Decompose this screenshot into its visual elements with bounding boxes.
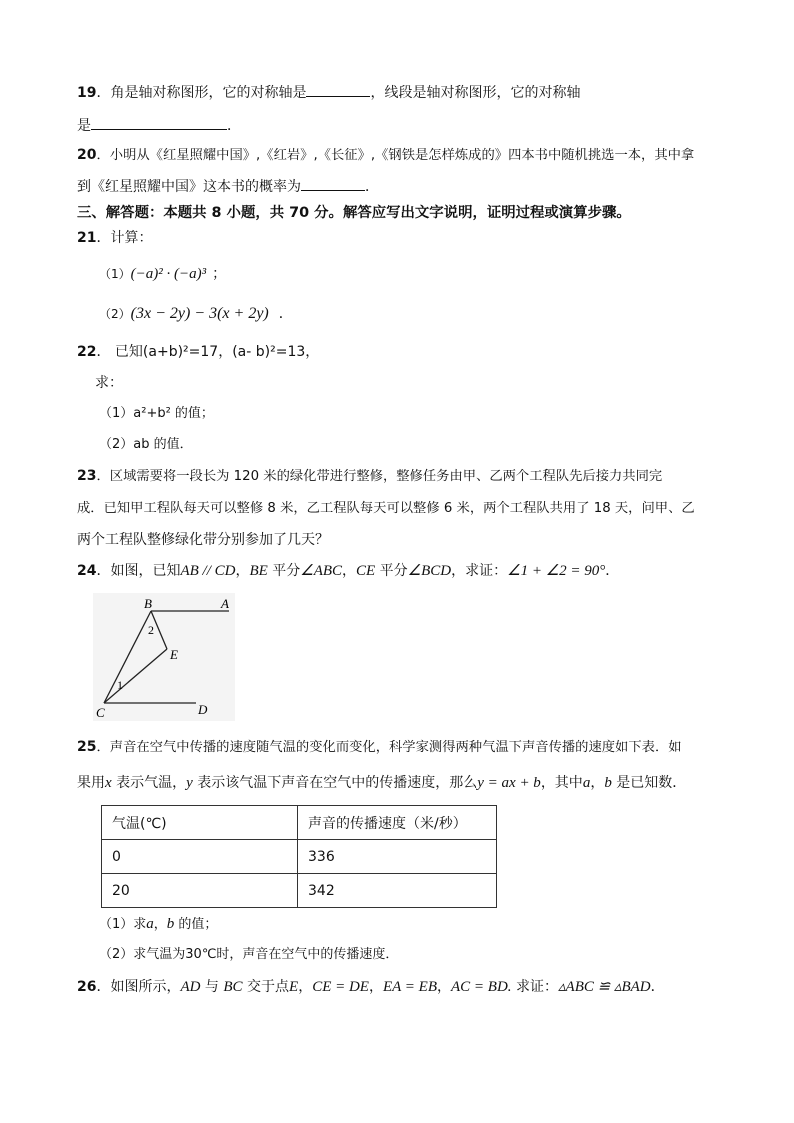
q24-text-2: ， — [235, 563, 250, 579]
q25-math-b: b — [604, 775, 612, 791]
q23-text-line1: ．区域需要将一段长为 120 米的绿化带进行整修，整修任务由甲、乙两个工程队先后接力共同完 — [96, 469, 663, 484]
q24-math-angle-sum: ∠1 + ∠2 = 90° — [507, 563, 606, 579]
q22-intro-line — [77, 342, 319, 362]
q26-text-1: ．如图所示， — [96, 979, 181, 995]
q26-math-ac-bd: AC = BD. — [451, 979, 512, 995]
q26-math-congruence: ▵ABC ≌ ▵BAD — [558, 979, 651, 995]
q24-text-4: ， — [342, 563, 357, 579]
q25-text-2b: 表示气温， — [111, 775, 187, 791]
q21-intro-line — [77, 228, 152, 248]
q24-math-ce: CE — [356, 563, 376, 579]
q19-text-b: ，线段是轴对称图形，它的对称轴 — [370, 85, 581, 101]
q20-text-line1: ．小明从《红星照耀中国》,《红岩》,《长征》,《钢铁是怎样炼成的》四本书中随机挑选一本，其中拿 — [96, 148, 695, 163]
q26-math-e: E — [289, 979, 299, 995]
q25-math-a: a — [582, 775, 591, 791]
table-cell-speed: 336 — [298, 840, 497, 874]
q25-text-2f: 是已知数． — [611, 775, 687, 791]
q22-number: 22 — [77, 344, 97, 360]
q25-text-2a: 果用 — [77, 775, 105, 791]
q21-part2-expression: (3x − 2y) − 3(x + 2y) — [130, 305, 269, 322]
q19-text-c: 是 — [77, 118, 91, 134]
q25-part1-math-b: b — [166, 916, 175, 932]
q24-line — [77, 561, 619, 581]
q21-part2-label: （2） — [99, 307, 131, 321]
q21-part2-end: ． — [278, 306, 293, 322]
q25-line1 — [77, 737, 682, 758]
q26-text-3: 交于点 — [242, 979, 290, 995]
q21-part2 — [99, 304, 293, 324]
q25-text-line1: ．声音在空气中传播的速度随气温的变化而变化，科学家测得两种气温下声音传播的速度如下表．如 — [96, 740, 682, 755]
q24-number: 24 — [77, 563, 97, 579]
q24-text-6: ，求证： — [451, 563, 508, 579]
label-d: D — [198, 702, 208, 717]
q23-line1 — [77, 466, 662, 487]
q19-text-d: ． — [227, 118, 241, 134]
q20-line1 — [77, 145, 694, 166]
q25-line2 — [77, 773, 686, 793]
q20-number: 20 — [77, 147, 97, 163]
label-c: C — [96, 705, 105, 720]
q21-part1-expression: (−a)² · (−a)³ — [130, 266, 207, 282]
q24-text-5: 平分 — [375, 563, 408, 579]
q25-part1 — [99, 914, 217, 935]
q23-line3: 两个工程队整修绿化带分别参加了几天？ — [77, 532, 329, 548]
q26-text-6: ， — [437, 979, 451, 995]
q25-part1-math-a: a — [146, 916, 154, 932]
q21-number: 21 — [77, 230, 97, 246]
table-cell-temperature: 20 — [102, 874, 298, 908]
table-cell-temperature: 0 — [102, 840, 298, 874]
figure-background — [93, 593, 235, 721]
q19-number: 19 — [77, 85, 97, 101]
q21-intro: ．计算： — [96, 230, 153, 246]
q26-math-ce-de: CE = DE — [312, 979, 369, 995]
q21-part1-end: ； — [212, 266, 227, 282]
q19-line1 — [77, 82, 580, 103]
q24-math-angle-abc: ∠ABC — [300, 563, 343, 579]
angle-label-2: 2 — [148, 623, 154, 637]
q25-math-x: x — [105, 775, 112, 791]
q20-text-line2a: 到《红星照耀中国》这本书的概率为 — [77, 179, 301, 195]
table-row — [102, 874, 497, 908]
q25-part1-text-c: 的值； — [174, 917, 218, 932]
q26-text-7: 求证： — [511, 979, 558, 995]
q26-text-5: ， — [368, 979, 383, 995]
q24-geometry-figure — [93, 593, 235, 721]
section3-heading: 三、解答题：本题共 8 小题，共 70 分。解答应写出文字说明，证明过程或演算步骤。 — [77, 205, 631, 221]
q20-text-line2b: ． — [365, 179, 379, 195]
q23-number: 23 — [77, 468, 97, 484]
table-cell-speed: 342 — [298, 874, 497, 908]
q26-math-bc: BC — [223, 979, 243, 995]
q26-text-8: ． — [650, 979, 665, 995]
q19-line2 — [77, 115, 241, 136]
q22-part2: （2）ab 的值． — [99, 437, 193, 452]
q21-part1-label: （1） — [99, 267, 131, 281]
q25-data-table — [101, 805, 497, 908]
q24-math-ab-parallel-cd: AB // CD — [180, 563, 236, 579]
q26-line — [77, 977, 665, 997]
q24-text-1: ．如图，已知 — [96, 563, 181, 579]
q26-text-4: ， — [298, 979, 313, 995]
q25-part1-text-a: （1）求 — [99, 917, 147, 932]
q24-math-be: BE — [249, 563, 268, 579]
q26-text-2: 与 — [200, 979, 224, 995]
q20-answer-blank[interactable] — [301, 176, 365, 191]
q22-intro: ． 已知(a+b)²=17，(a- b)²=13， — [96, 344, 320, 360]
q25-text-2c: 表示该气温下声音在空气中的传播速度，那么 — [192, 775, 478, 791]
q19-answer-blank-1[interactable] — [306, 82, 370, 97]
q24-text-7: ． — [605, 563, 620, 579]
q25-math-y: y — [186, 775, 193, 791]
q25-part2: （2）求气温为30℃时，声音在空气中的传播速度． — [99, 947, 399, 962]
q26-math-ea-eb: EA = EB — [382, 979, 437, 995]
table-header-temperature: 气温(℃) — [102, 806, 298, 840]
label-b: B — [144, 596, 152, 611]
q25-number: 25 — [77, 739, 97, 755]
q25-text-2e: ， — [590, 775, 605, 791]
angle-label-1: 1 — [117, 678, 123, 692]
table-header-row — [102, 806, 497, 840]
table-header-speed: 声音的传播速度（米/秒） — [298, 806, 497, 840]
q19-answer-blank-2[interactable] — [91, 115, 227, 130]
q19-text-a: ．角是轴对称图形，它的对称轴是 — [96, 85, 307, 101]
q25-text-2d: ，其中 — [540, 775, 583, 791]
label-e: E — [170, 647, 178, 662]
q22-part1: （1）a²+b² 的值； — [99, 406, 214, 421]
q21-part1 — [99, 264, 226, 284]
q24-text-3: 平分 — [267, 563, 301, 579]
label-a: A — [221, 596, 229, 611]
q20-line2 — [77, 176, 379, 197]
q25-part1-text-b: ， — [153, 917, 167, 932]
q26-math-ad: AD — [180, 979, 201, 995]
table-row — [102, 840, 497, 874]
q23-line2: 成．已知甲工程队每天可以整修 8 米，乙工程队每天可以整修 6 米，两个工程队共用了 18 天，问甲、乙 — [77, 501, 695, 516]
q22-ask: 求： — [95, 375, 123, 391]
q25-math-equation: y = ax + b — [477, 775, 541, 791]
q24-math-angle-bcd: ∠BCD — [407, 563, 452, 579]
q26-number: 26 — [77, 979, 97, 995]
